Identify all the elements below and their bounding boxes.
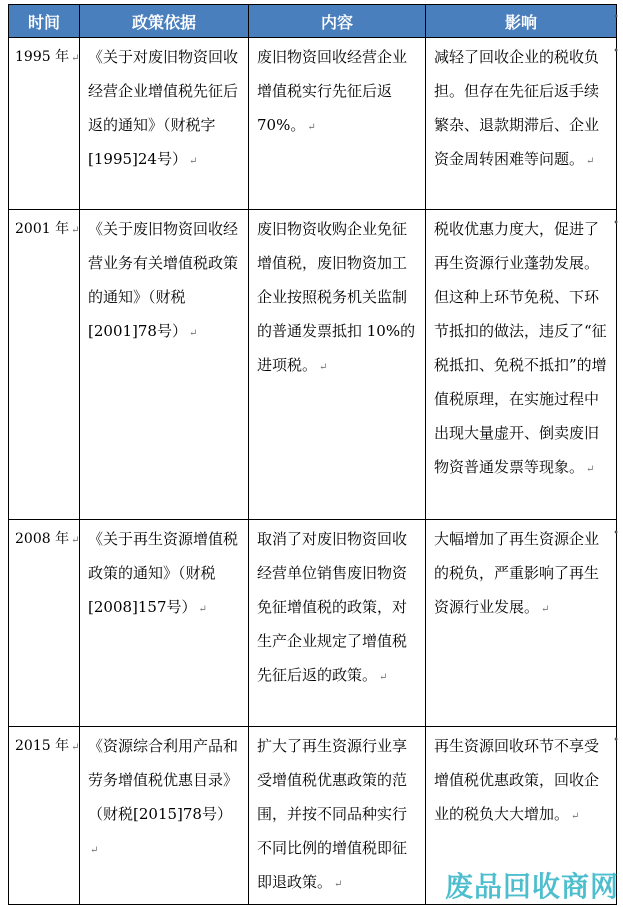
watermark-logo: 废品回收商网 <box>444 870 619 903</box>
paragraph-mark-icon <box>571 811 579 822</box>
paragraph-mark-icon <box>199 604 207 615</box>
year-cell: 1995 年 <box>15 49 70 65</box>
paragraph-mark-icon <box>189 156 197 167</box>
paragraph-mark-icon <box>189 328 197 339</box>
row-end-mark-icon <box>613 528 619 539</box>
table-row <box>9 210 617 520</box>
paragraph-mark-icon <box>307 122 315 133</box>
year-cell: 2001 年 <box>15 221 70 237</box>
impact-cell: 再生资源回收环节不享受增值税优惠政策，回收企业的税负大大增加。 <box>434 737 600 823</box>
year-cell: 2008 年 <box>15 531 70 547</box>
row-end-mark-icon <box>613 218 619 229</box>
policy-table <box>8 4 617 905</box>
paragraph-mark-icon <box>319 362 327 373</box>
paragraph-mark-icon <box>541 604 549 615</box>
paragraph-mark-icon <box>334 879 342 890</box>
header-row <box>9 5 617 38</box>
paragraph-mark-icon <box>71 535 79 546</box>
paragraph-mark-icon <box>71 53 79 64</box>
impact-cell: 减轻了回收企业的税收负担。但存在先征后返手续繁杂、退款期滞后、企业资金周转困难等问题。 <box>434 48 600 168</box>
content-cell: 废旧物资回收经营企业增值税实行先征后返 70%。 <box>257 48 408 134</box>
paragraph-mark-icon <box>71 225 79 236</box>
basis-cell: 《关于对废旧物资回收经营企业增值税先征后返的通知》（财税字[1995]24号） <box>88 48 239 168</box>
row-end-mark-icon <box>613 12 619 23</box>
basis-cell: 《关于废旧物资回收经营业务有关增值税政策的通知》（财税[2001]78号） <box>88 220 239 340</box>
table-row <box>9 520 617 727</box>
content-cell: 取消了对废旧物资回收经营单位销售废旧物资免征增值税的政策，对生产企业规定了增值税先征后返的政策。 <box>257 530 408 684</box>
paragraph-mark-icon <box>586 464 594 475</box>
table-row <box>9 38 617 210</box>
impact-cell: 大幅增加了再生资源企业的税负，严重影响了再生资源行业发展。 <box>434 530 600 616</box>
impact-cell: 税收优惠力度大，促进了再生资源行业蓬勃发展。但这种上环节免税、下环节抵扣的做法，违反了“征税抵扣、免税不抵扣”的增值税原理，在实施过程中出现大量虚开、倒卖废旧物资普通发票等现象。 <box>434 220 607 476</box>
header-content: 内容 <box>249 5 426 38</box>
paragraph-mark-icon <box>71 742 79 753</box>
header-impact: 影响 <box>426 5 617 38</box>
content-cell: 扩大了再生资源行业享受增值税优惠政策的范围，并按不同品种实行不同比例的增值税即征即退政策。 <box>257 737 408 891</box>
paragraph-mark-icon <box>379 672 387 683</box>
header-time: 时间 <box>9 5 80 38</box>
paragraph-mark-icon <box>90 845 98 856</box>
content-cell: 废旧物资收购企业免征增值税，废旧物资加工企业按照税务机关监制的普通发票抵扣 10%的进项税。 <box>257 220 416 374</box>
basis-cell: 《关于再生资源增值税政策的通知》（财税[2008]157号） <box>88 530 239 616</box>
row-end-mark-icon <box>613 735 619 746</box>
row-end-mark-icon <box>613 46 619 57</box>
year-cell: 2015 年 <box>15 738 70 754</box>
basis-cell: 《资源综合利用产品和劳务增值税优惠目录》（财税[2015]78号） <box>88 737 239 823</box>
paragraph-mark-icon <box>586 156 594 167</box>
header-basis: 政策依据 <box>80 5 249 38</box>
